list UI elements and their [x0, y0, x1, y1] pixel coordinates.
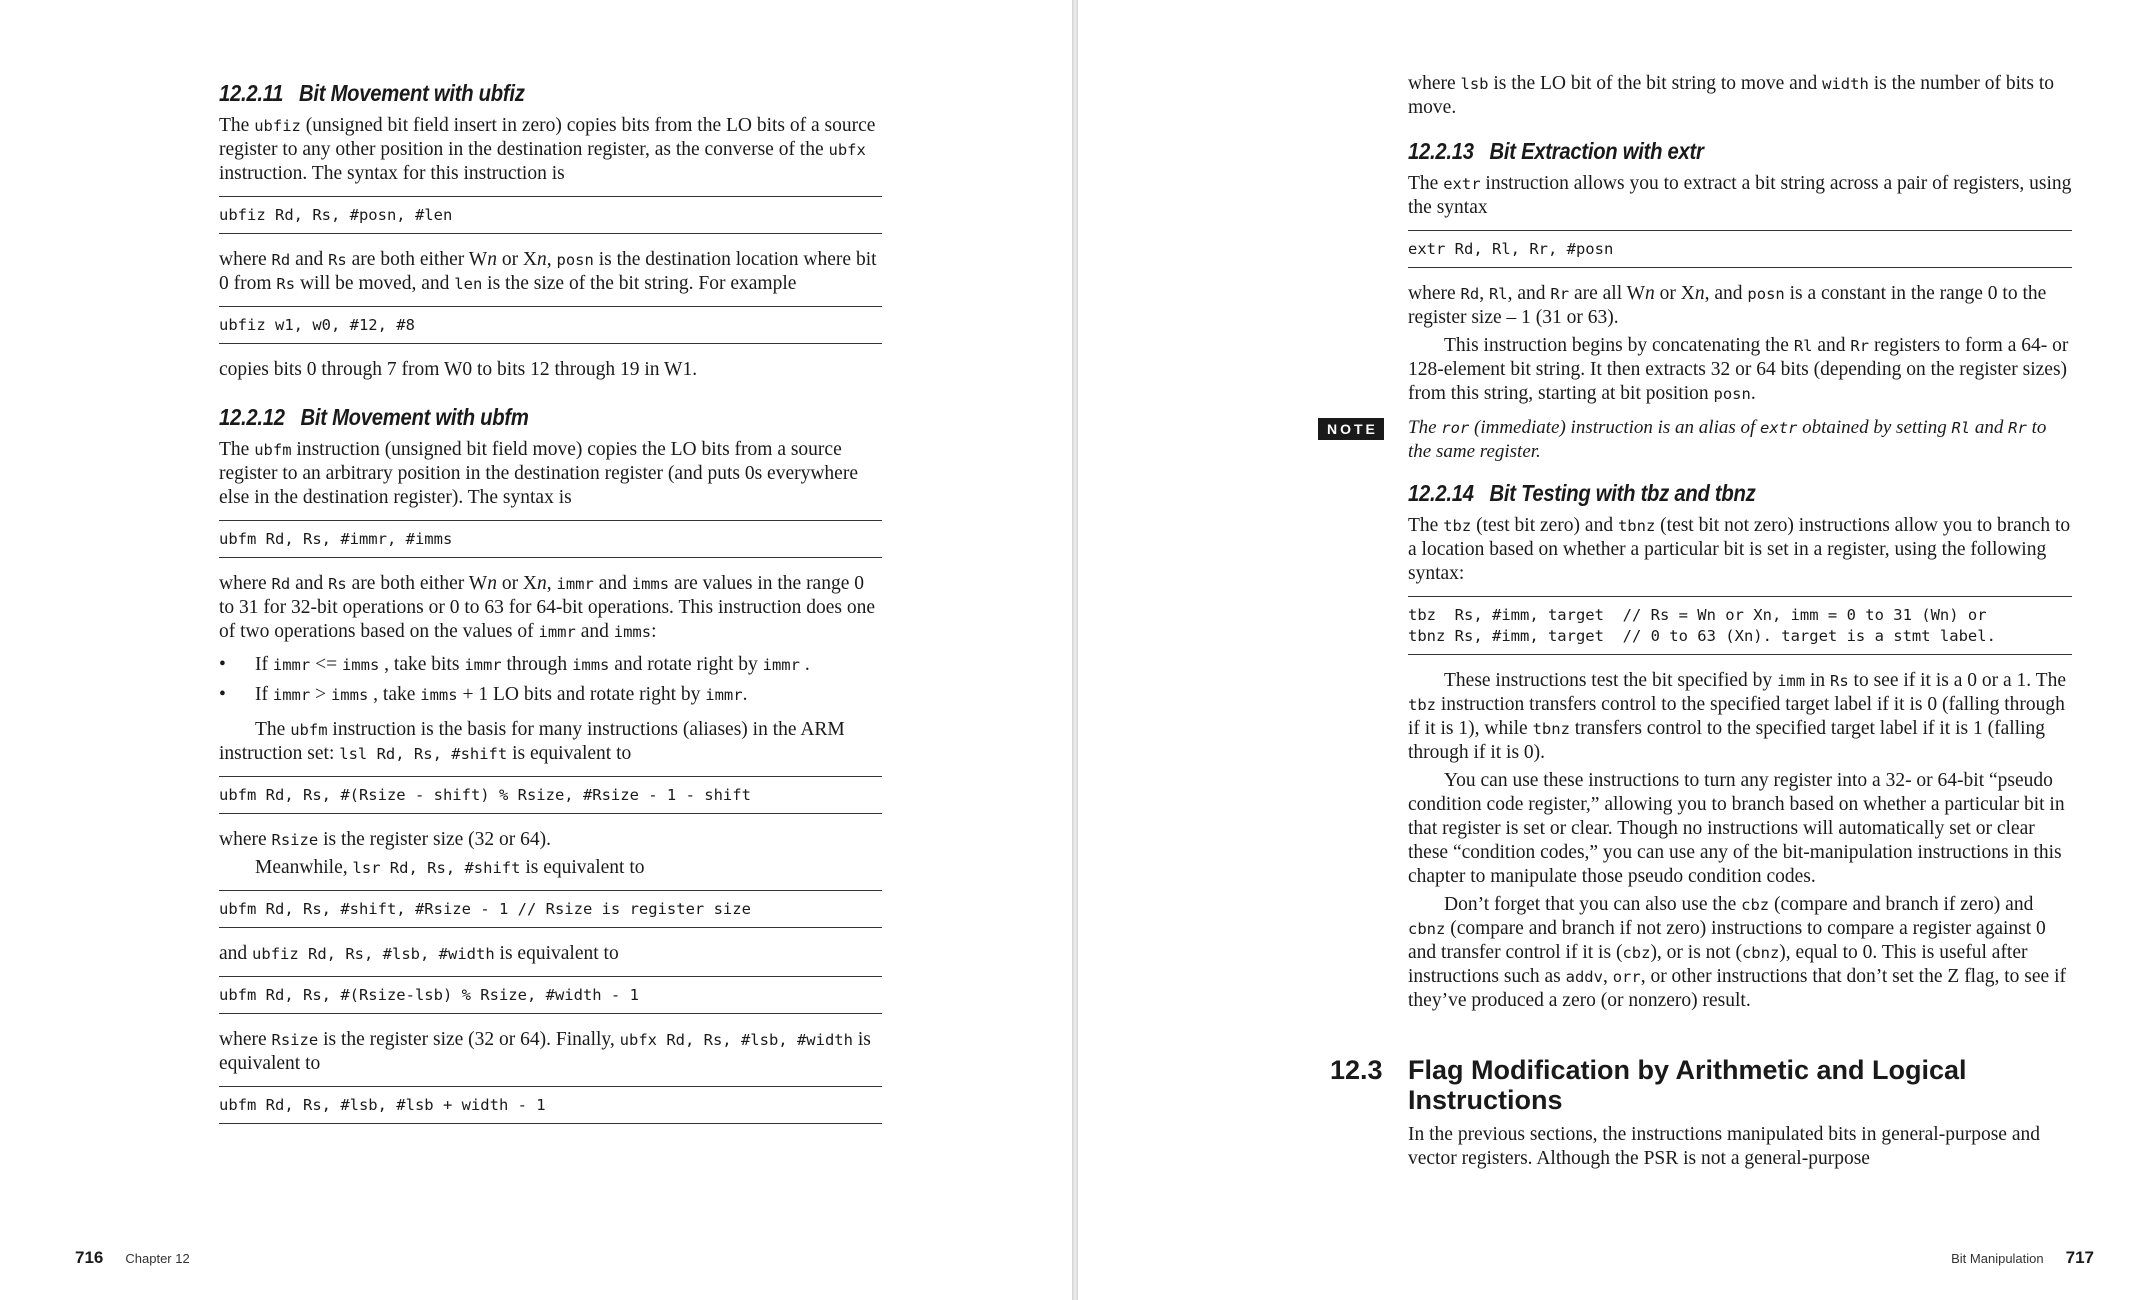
- paragraph: Meanwhile, lsr Rd, Rs, #shift is equivalent to: [255, 857, 645, 878]
- paragraph: In the previous sections, the instructions manipulated bits in general-purpose and vector registers. Although the PSR is not a general-purpose: [1408, 1124, 2040, 1169]
- left-column: [219, 70, 882, 1138]
- section-heading-12-2-13: 12.2.13 Bit Extraction with extr: [1408, 138, 1704, 164]
- code-block: ubfiz Rd, Rs, #posn, #len: [219, 196, 882, 234]
- paragraph: copies bits 0 through 7 from W0 to bits 12 through 19 in W1.: [219, 359, 698, 380]
- paragraph: The tbz (test bit zero) and tbnz (test bit not zero) instructions allow you to branch to a location based on whether a particular bit is set in a register, using the following syntax:: [1408, 515, 2071, 584]
- paragraph: where lsb is the LO bit of the bit string to move and width is the number of bits to move.: [1408, 73, 2055, 118]
- paragraph: where Rsize is the register size (32 or 64). Finally, ubfx Rd, Rs, #lsb, #width is equivalent to: [219, 1029, 871, 1074]
- paragraph: where Rd and Rs are both either Wn or Xn, immr and imms are values in the range 0 to 31 for 32-bit operations or 0 to 63 for 64-bit operations. This instruction does one of two operations based on the values of immr and imms:: [219, 573, 876, 642]
- paragraph: Don’t forget that you can also use the cbz (compare and branch if zero) and cbnz (compare and branch if not zero) instructions to compare a register against 0 and transfer control if it is (cbz), or is not (cbnz), equal to 0. This is useful after instructions such as addv, orr, or other instructions that don’t set the Z flag, to see if they’ve produced a zero (or nonzero) result.: [1408, 894, 2066, 1011]
- right-page: [1078, 0, 2154, 1300]
- paragraph: and ubfiz Rd, Rs, #lsb, #width is equivalent to: [219, 943, 619, 964]
- right-column: [1327, 72, 2072, 1175]
- left-page: [0, 0, 1072, 1300]
- code-block: tbz Rs, #imm, target // Rs = Wn or Xn, imm = 0 to 31 (Wn) or tbnz Rs, #imm, target // 0 to 63 (Xn). target is a stmt label.: [1408, 596, 2072, 655]
- code-block: ubfm Rd, Rs, #shift, #Rsize - 1 // Rsize is register size: [219, 890, 882, 928]
- code-block: ubfiz w1, w0, #12, #8: [219, 306, 882, 344]
- paragraph: You can use these instructions to turn any register into a 32- or 64-bit “pseudo condition code register,” allowing you to branch based on whether a particular bit in that register is set or clear. Though no instructions will automatically set or clear these “condition codes,” you can use any of the bit-manipulation instructions in this chapter to manipulate those pseudo condition codes.: [1408, 770, 2065, 887]
- paragraph: The ubfiz (unsigned bit field insert in zero) copies bits from the LO bits of a source register to any other position in the destination register, as the converse of the ubfx instruction. The syntax for this instruction is: [219, 115, 876, 184]
- section-heading-12-2-14: 12.2.14 Bit Testing with tbz and tbnz: [1408, 480, 1756, 506]
- bullet-list: [219, 650, 882, 710]
- note-text: The ror (immediate) instruction is an alias of extr obtained by setting Rl and Rr to the same register.: [1408, 417, 2047, 462]
- paragraph: The extr instruction allows you to extract a bit string across a pair of registers, using the syntax: [1408, 173, 2072, 218]
- paragraph: The ubfm instruction (unsigned bit field move) copies the LO bits from a source register to an arbitrary position in the destination register (and puts 0s everywhere else in the destination register). The syntax is: [219, 439, 858, 508]
- list-item: • If immr > imms , take imms + 1 LO bits and rotate right by immr.: [219, 684, 748, 705]
- code-block: ubfm Rd, Rs, #immr, #imms: [219, 520, 882, 558]
- page-footer-left: [75, 1248, 190, 1268]
- code-block: extr Rd, Rl, Rr, #posn: [1408, 230, 2072, 268]
- paragraph: where Rd and Rs are both either Wn or Xn, posn is the destination location where bit 0 from Rs will be moved, and len is the size of the bit string. For example: [219, 249, 877, 294]
- code-block: ubfm Rd, Rs, #(Rsize-lsb) % Rsize, #width - 1: [219, 976, 882, 1014]
- note-label: NOTE: [1318, 418, 1384, 440]
- running-head: Bit Manipulation: [1951, 1251, 2044, 1266]
- code-block: ubfm Rd, Rs, #(Rsize - shift) % Rsize, #Rsize - 1 - shift: [219, 776, 882, 814]
- running-head: Chapter 12: [125, 1251, 190, 1266]
- paragraph: This instruction begins by concatenating the Rl and Rr registers to form a 64- or 128-element bit string. It then extracts 32 or 64 bits (depending on the register sizes) from this string, starting at bit position posn.: [1408, 335, 2069, 404]
- paragraph: where Rd, Rl, and Rr are all Wn or Xn, and posn is a constant in the range 0 to the register size – 1 (31 or 63).: [1408, 283, 2047, 328]
- paragraph: where Rsize is the register size (32 or 64).: [219, 829, 552, 850]
- list-item: • If immr <= imms , take bits immr through imms and rotate right by immr .: [219, 654, 810, 675]
- page-number: 716: [75, 1248, 104, 1267]
- section-heading-12-2-11: 12.2.11 Bit Movement with ubfiz: [219, 80, 525, 106]
- paragraph: The ubfm instruction is the basis for many instructions (aliases) in the ARM instruction set: lsl Rd, Rs, #shift is equivalent to: [219, 719, 845, 764]
- page-number: 717: [2065, 1248, 2094, 1267]
- section-heading-12-3: 12.3 Flag Modification by Arithmetic and Logical Instructions: [1330, 1055, 1967, 1115]
- section-heading-12-2-12: 12.2.12 Bit Movement with ubfm: [219, 404, 529, 430]
- paragraph: These instructions test the bit specified by imm in Rs to see if it is a 0 or a 1. The tbz instruction transfers control to the specified target label if it is 0 (falling through if it is 1), while tbnz transfers control to the specified target label if it is 1 (falling through if it is 0).: [1408, 670, 2066, 763]
- page-footer-right: [1951, 1248, 2094, 1268]
- code-block: ubfm Rd, Rs, #lsb, #lsb + width - 1: [219, 1086, 882, 1124]
- note-callout: [1327, 416, 2072, 464]
